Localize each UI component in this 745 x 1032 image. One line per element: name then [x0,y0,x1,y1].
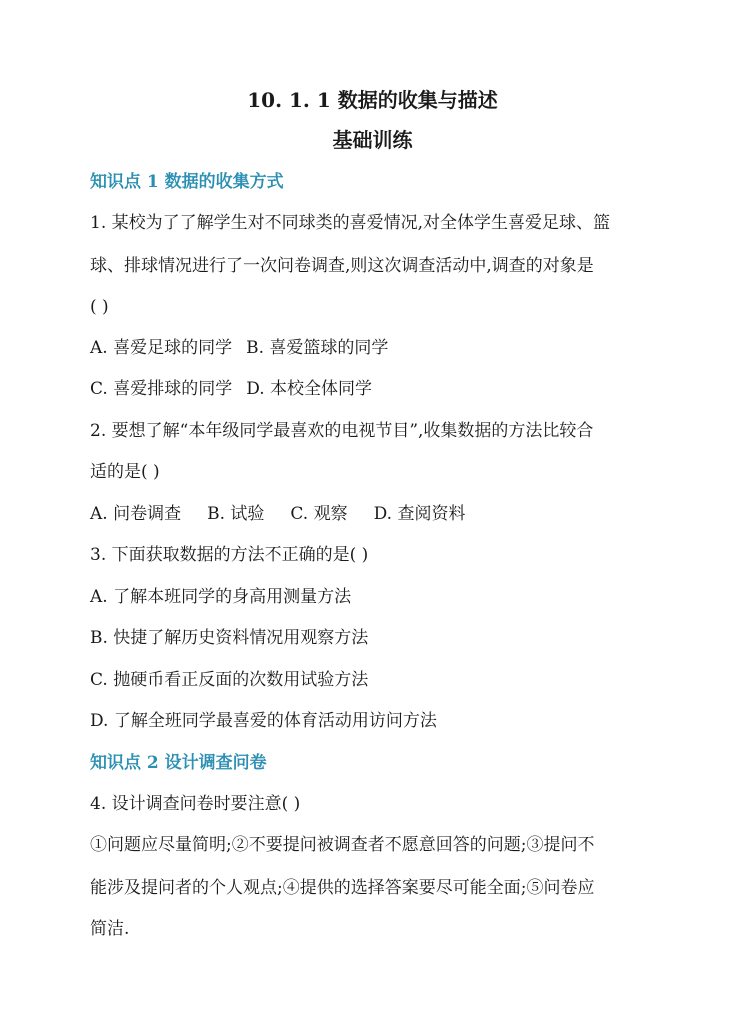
question-2-options-row [90,502,465,526]
question-1-line-1: 1. 某校为了了解学生对不同球类的喜爱情况,对全体学生喜爱足球、篮 [90,213,611,233]
question-2-line-2: 适的是( ) [90,462,160,482]
question-3-option-d: D. 了解全班同学最喜爱的体育活动用访问方法 [90,711,437,731]
question-4-line-1: 4. 设计调查问卷时要注意( ) [90,794,301,814]
question-1-option-c: C. 喜爱排球的同学 [90,379,233,399]
question-1-option-b: B. 喜爱篮球的同学 [246,338,389,358]
page-title: 10. 1. 1 数据的收集与描述 [247,88,498,112]
page-subtitle: 基础训练 [332,128,413,152]
question-1-option-a: A. 喜爱足球的同学 [90,338,233,358]
section-heading-2: 知识点 2 设计调查问卷 [90,753,267,773]
question-1-options-row-2 [90,377,372,401]
section-heading-1: 知识点 1 数据的收集方式 [90,172,284,192]
question-2-option-c: C. 观察 [290,504,348,524]
question-1-options-row-1 [90,336,388,360]
question-4-line-4: 简洁. [90,919,130,939]
question-3-option-b: B. 快捷了解历史资料情况用观察方法 [90,628,369,648]
question-1-line-2: 球、排球情况进行了一次问卷调查,则这次调查活动中,调查的对象是 [90,256,594,276]
question-1-option-d: D. 本校全体同学 [246,379,373,399]
question-4-line-3: 能涉及提问者的个人观点;④提供的选择答案要尽可能全面;⑤问卷应 [90,878,595,898]
question-3-line-1: 3. 下面获取数据的方法不正确的是( ) [90,545,369,565]
question-3-option-c: C. 抛硬币看正反面的次数用试验方法 [90,670,369,690]
question-2-line-1: 2. 要想了解“本年级同学最喜欢的电视节目”,收集数据的方法比较合 [90,421,594,441]
question-3-option-a: A. 了解本班同学的身高用测量方法 [90,587,352,607]
question-2-option-d: D. 查阅资料 [373,504,466,524]
question-1-line-3: ( ) [90,297,109,317]
question-4-line-2: ①问题应尽量简明;②不要提问被调查者不愿意回答的问题;③提问不 [90,835,595,855]
question-2-option-b: B. 试验 [207,504,265,524]
question-2-option-a: A. 问卷调查 [90,504,182,524]
